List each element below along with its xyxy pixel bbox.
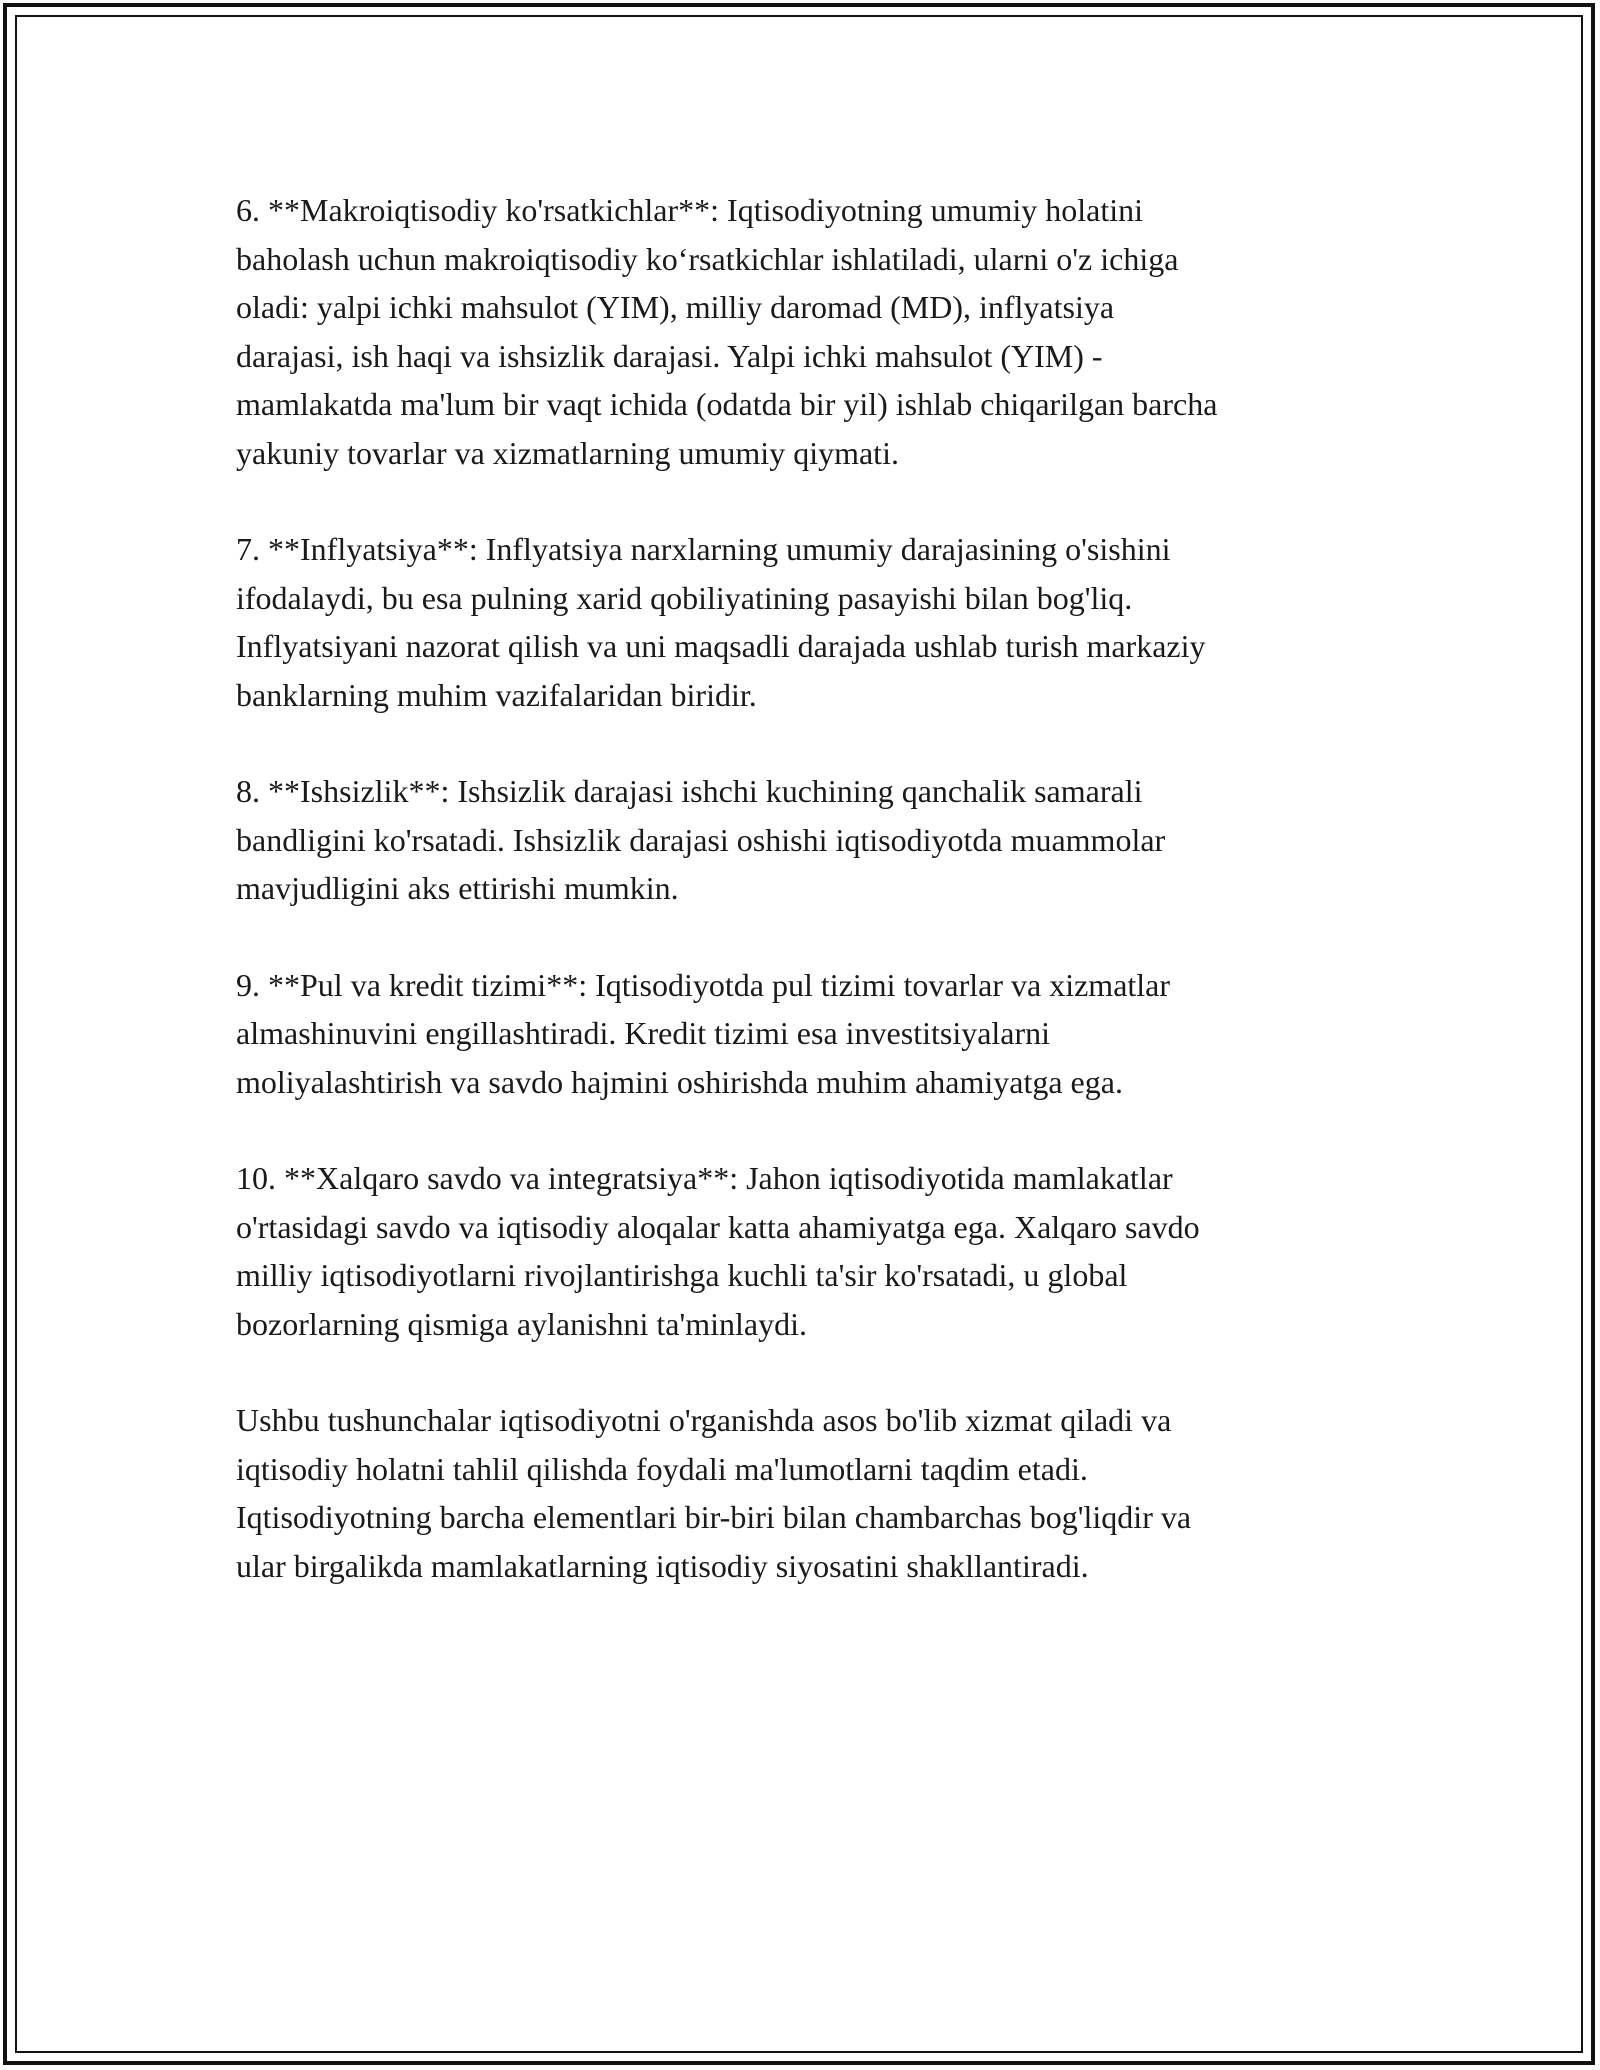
text-line: o'rtasidagi savdo va iqtisodiy aloqalar katta ahamiyatga ega. Xalqaro savdo: [236, 1208, 1200, 1245]
text-line: mavjudligini aks ettirishi mumkin.: [236, 870, 679, 906]
text-line: ifodalaydi, bu esa pulning xarid qobiliyatining pasayishi bilan bog'liq.: [236, 579, 1133, 616]
text-line: darajasi, ish haqi va ishsizlik darajasi. Yalpi ichki mahsulot (YIM) -: [236, 337, 1103, 374]
text-line: banklarning muhim vazifalaridan biridir.: [236, 676, 757, 713]
text-line: bozorlarning qismiga aylanishni ta'minlaydi.: [236, 1305, 807, 1342]
text-line: Ushbu tushunchalar iqtisodiyotni o'rganishda asos bo'lib xizmat qiladi va: [236, 1402, 1172, 1438]
paragraph-money-credit: [236, 961, 1376, 1107]
text-line: iqtisodiy holatni tahlil qilishda foydali ma'lumotlarni taqdim etadi.: [236, 1450, 1088, 1487]
text-line: mamlakatda ma'lum bir vaqt ichida (odatda bir yil) ishlab chiqarilgan barcha: [236, 386, 1218, 422]
text-line: Iqtisodiyotning barcha elementlari bir-biri bilan chambarchas bog'liqdir va: [236, 1499, 1192, 1535]
text-line: bandligini ko'rsatadi. Ishsizlik darajasi oshishi iqtisodiyotda muammolar: [236, 821, 1166, 858]
text-line: baholash uchun makroiqtisodiy ko‘rsatkichlar ishlatiladi, ularni o'z ichiga: [236, 240, 1179, 277]
paragraph-conclusion: [236, 1396, 1376, 1590]
paragraph-macroeconomic-indicators: [236, 186, 1376, 477]
text-line: 8. **Ishsizlik**: Ishsizlik darajasi ishchi kuchining qanchalik samarali: [236, 773, 1143, 809]
text-line: almashinuvini engillashtiradi. Kredit tizimi esa investitsiyalarni: [236, 1015, 1051, 1051]
text-line: 10. **Xalqaro savdo va integratsiya**: Jahon iqtisodiyotida mamlakatlar: [236, 1160, 1173, 1196]
text-line: moliyalashtirish va savdo hajmini oshirishda muhim ahamiyatga ega.: [236, 1063, 1123, 1100]
text-line: ular birgalikda mamlakatlarning iqtisodiy siyosatini shakllantiradi.: [236, 1547, 1089, 1584]
text-line: 7. **Inflyatsiya**: Inflyatsiya narxlarning umumiy darajasining o'sishini: [236, 531, 1171, 567]
paragraph-inflation: [236, 525, 1376, 719]
text-line: oladi: yalpi ichki mahsulot (YIM), milliy daromad (MD), inflyatsiya: [236, 289, 1115, 325]
text-line: Inflyatsiyani nazorat qilish va uni maqsadli darajada ushlab turish markaziy: [236, 628, 1206, 664]
text-line: 6. **Makroiqtisodiy ko'rsatkichlar**: Iqtisodiyotning umumiy holatini: [236, 192, 1144, 228]
paragraph-unemployment: [236, 767, 1376, 913]
text-line: milliy iqtisodiyotlarni rivojlantirishga kuchli ta'sir ko'rsatadi, u global: [236, 1257, 1128, 1293]
text-line: 9. **Pul va kredit tizimi**: Iqtisodiyotda pul tizimi tovarlar va xizmatlar: [236, 966, 1171, 1003]
paragraph-international-trade: [236, 1154, 1376, 1348]
text-line: yakuniy tovarlar va xizmatlarning umumiy qiymati.: [236, 434, 899, 471]
document-body: [236, 186, 1376, 1590]
